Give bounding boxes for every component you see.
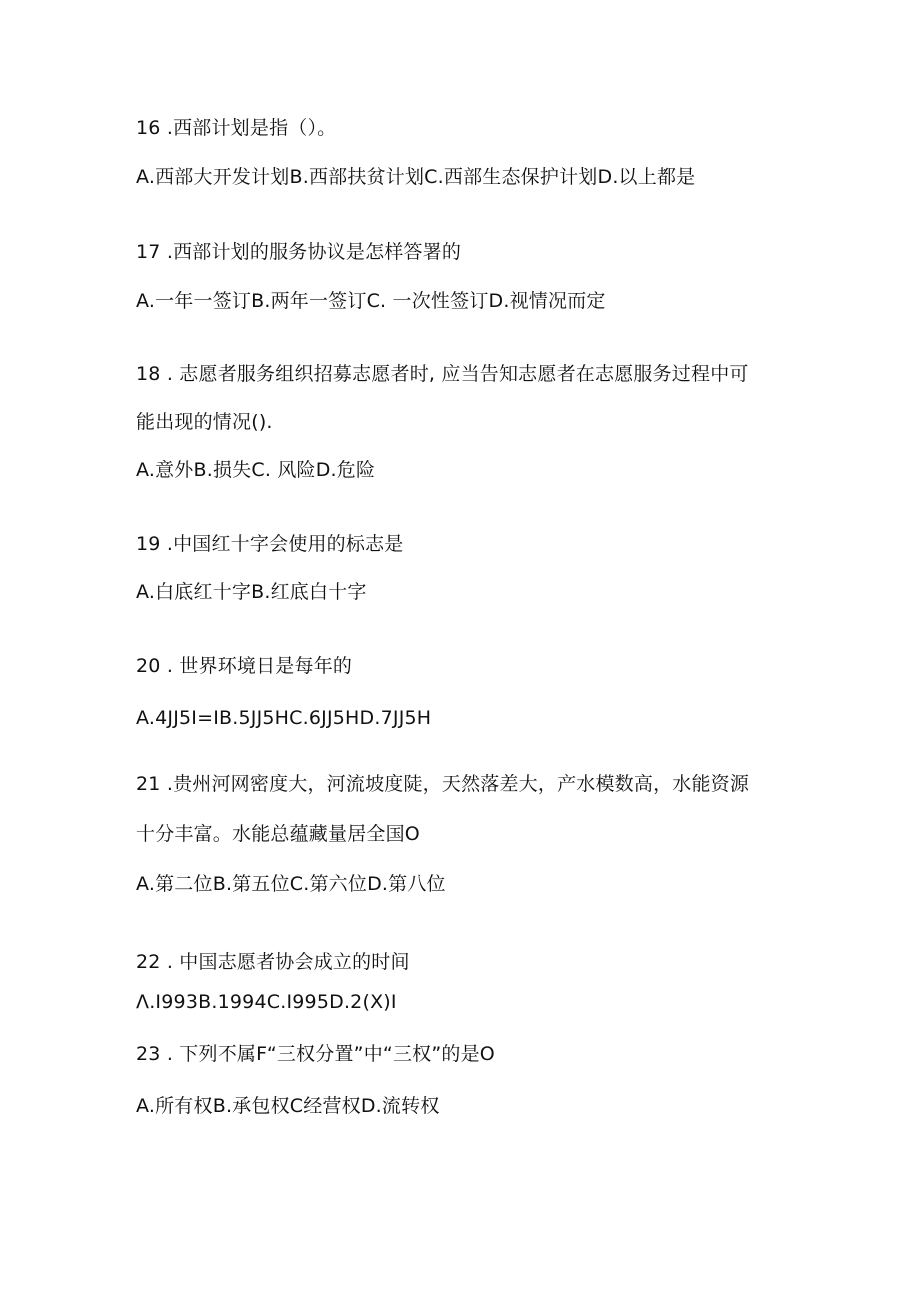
question-21-stem-cont: 十分丰富。水能总蕴藏量居全国O — [136, 823, 420, 845]
question-22-stem — [136, 950, 410, 974]
question-text: .中国红十字会使用的标志是 — [166, 533, 404, 555]
question-text: . 志愿者服务组织招募志愿者时, 应当告知志愿者在志愿服务过程中可 — [166, 363, 749, 385]
question-21-stem — [136, 772, 749, 796]
question-21-options: A.第二位B.第五位C.第六位D.第八位 — [136, 873, 446, 895]
question-number: 16 — [136, 117, 161, 139]
question-number: 20 — [136, 655, 161, 677]
question-number: 22 — [136, 951, 161, 973]
question-20-stem — [136, 654, 352, 678]
question-18-options: A.意外B.损失C. 风险D.危险 — [136, 459, 376, 481]
question-16-options: A.西部大开发计划B.西部扶贫计划C.西部生态保护计划D.以上都是 — [136, 166, 696, 188]
question-text: .西部计划的服务协议是怎样答署的 — [166, 241, 462, 263]
question-number: 23 — [136, 1043, 161, 1065]
question-22-options: Λ.I993B.1994C.I995D.2(X)I — [136, 991, 397, 1013]
question-19-options: A.白底红十字B.红底白十字 — [136, 581, 367, 603]
question-text: .贵州河网密度大，河流坡度陡，天然落差大，产水模数高，水能资源 — [166, 773, 750, 795]
question-23-options: A.所有权B.承包权C经营权D.流转权 — [136, 1095, 440, 1117]
question-number: 19 — [136, 533, 161, 555]
question-text: .西部计划是指（）。 — [166, 117, 337, 139]
question-18-stem-cont: 能出现的情况(). — [136, 411, 273, 433]
question-number: 21 — [136, 773, 161, 795]
question-number: 18 — [136, 363, 161, 385]
question-17-options: A.一年一签订B.两年一签订C. 一次性签订D.视情况而定 — [136, 290, 606, 312]
question-number: 17 — [136, 241, 161, 263]
question-17-stem — [136, 240, 461, 264]
question-text: . 下列不属F“三权分置”中“三权”的是O — [166, 1043, 495, 1065]
question-16-stem — [136, 116, 336, 140]
question-19-stem — [136, 532, 403, 556]
question-text: . 中国志愿者协会成立的时间 — [166, 951, 410, 973]
question-20-options: A.4JJ5I=IB.5JJ5HC.6JJ5HD.7JJ5H — [136, 707, 432, 729]
question-23-stem — [136, 1042, 495, 1066]
question-text: . 世界环境日是每年的 — [166, 655, 353, 677]
question-18-stem — [136, 362, 749, 386]
